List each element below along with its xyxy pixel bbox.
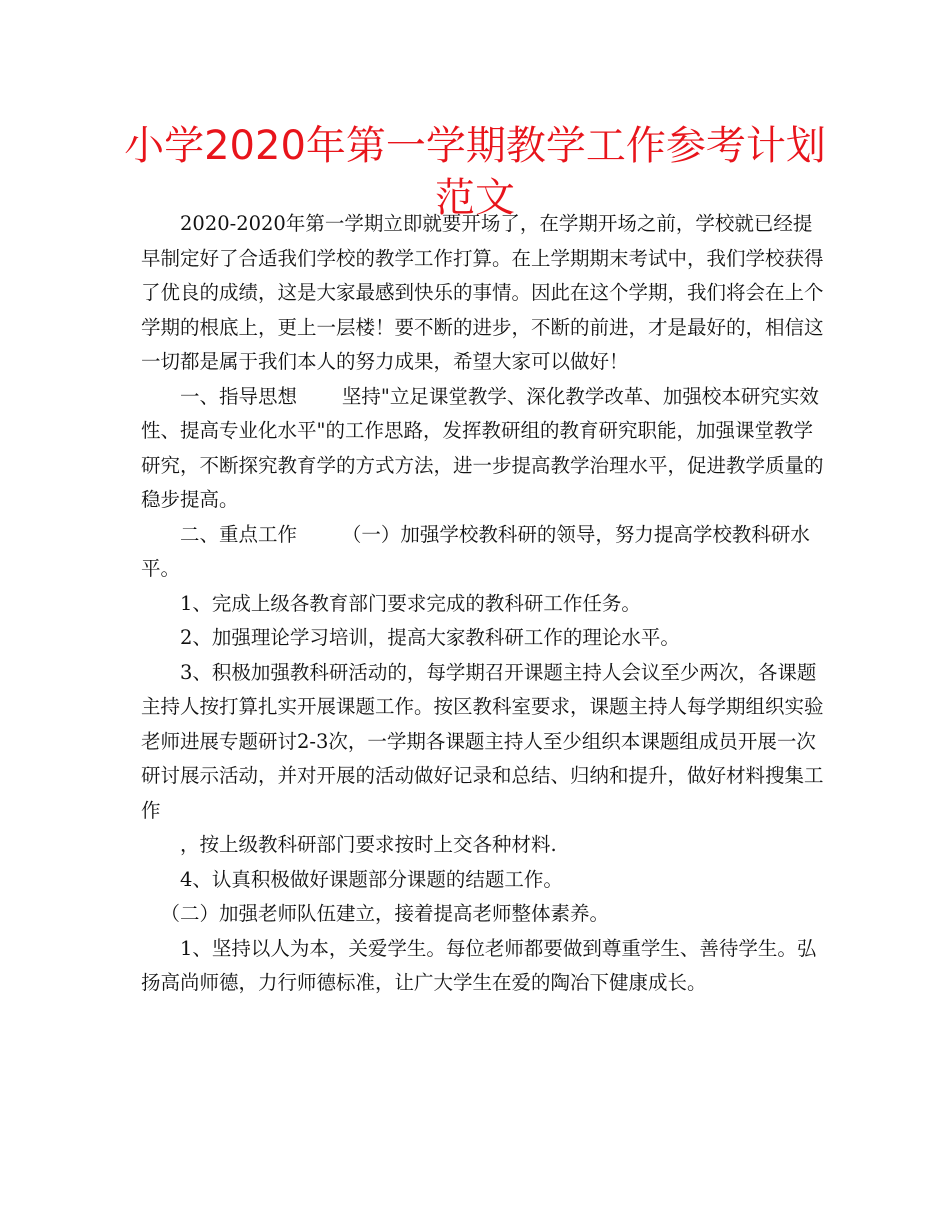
paragraph-intro: 2020-2020年第一学期立即就要开场了，在学期开场之前，学校就已经提早制定好了合适我们学校的教学工作打算。在上学期期末考试中，我们学校获得了优良的成绩，这是大家最感到快乐的事情。因此在这个学期，我们将会在上个学期的根底上，更上一层楼！要不断的进步，不断的前进，才是最好的，相信这一切都是属于我们本人的努力成果，希望大家可以做好！ [141,212,824,373]
teacher-item-1: 1、坚持以人为本，关爱学生。每位老师都要做到尊重学生、善待学生。弘扬高尚师德，力行师德标准，让广大学生在爱的陶冶下健康成长。 [141,936,817,994]
section-heading: 二、重点工作 [180,522,298,546]
section-heading: 一、指导思想 [180,384,298,408]
list-item-4: 4、认真积极做好课题部分课题的结题工作。 [180,867,563,891]
section-text: （一）加强学校教科研的领导，努力提高学校教科研水平。 [141,522,810,580]
list-item-1: 1、完成上级各教育部门要求完成的教科研工作任务。 [180,591,641,615]
list-item-2: 2、加强理论学习培训，提高大家教科研工作的理论水平。 [180,626,680,649]
subsection-teacher-team: （二）加强老师队伍建立，接着提高老师整体素养。 [160,902,610,925]
section-guiding-ideology [141,380,826,518]
document-body [141,207,826,1001]
section-key-work [141,518,826,587]
section-text: 坚持"立足课堂教学、深化教学改革、加强校本研究实效性、提高专业化水平"的工作思路，发挥教研组的教育研究职能，加强课堂教学研究，不断探究教育学的方式方法，进一步提高教学治理水平，促进教学质量的稳步提高。 [141,384,824,511]
list-item-3-continued: ，按上级教科研部门要求按时上交各种材料. [180,833,557,856]
document-title: 小学2020年第一学期教学工作参考计划范文 [124,123,826,221]
list-item-3: 3、积极加强教科研活动的，每学期召开课题主持人会议至少两次，各课题主持人按打算扎实开展课题工作。按区教科室要求，课题主持人每学期组织实验老师进展专题研讨2-3次，一学期各课题主持人至少组织本课题组成员开展一次研讨展示活动，并对开展的活动做好记录和总结、归纳和提升，做好材料搜集工作 [141,660,824,822]
